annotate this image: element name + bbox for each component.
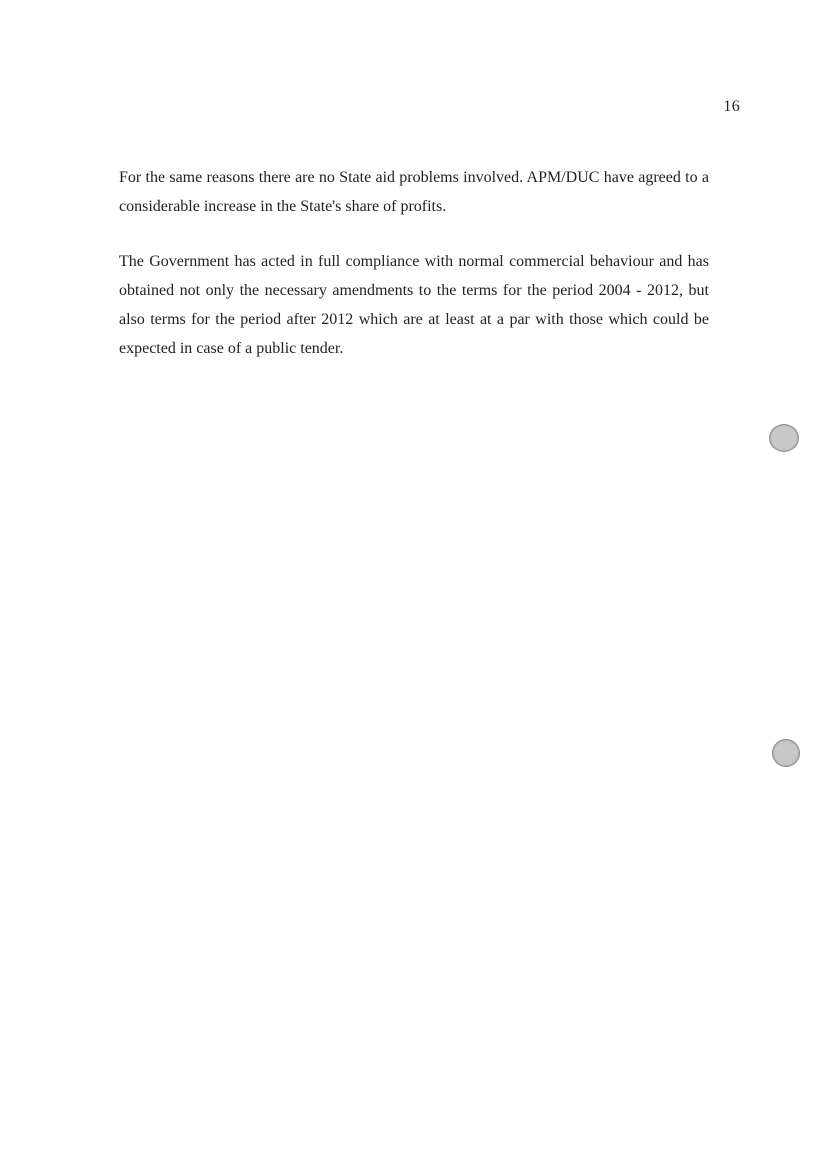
page-number: 16 (723, 98, 740, 115)
punch-hole-bottom (772, 739, 800, 767)
paragraph-state-aid: For the same reasons there are no State aid problems involved. APM/DUC have agreed to a considerable increase in the State's share of profits. (119, 169, 709, 215)
punch-hole-top (769, 424, 799, 452)
body-text (119, 163, 709, 389)
paragraph-government-compliance: The Government has acted in full compliance with normal commercial behaviour and has obtained not only the necessary amendments to the terms for the period 2004 - 2012, but also terms for the period after 2012 which are at least at a par with those which could be expected in case of a public tender. (119, 253, 709, 357)
